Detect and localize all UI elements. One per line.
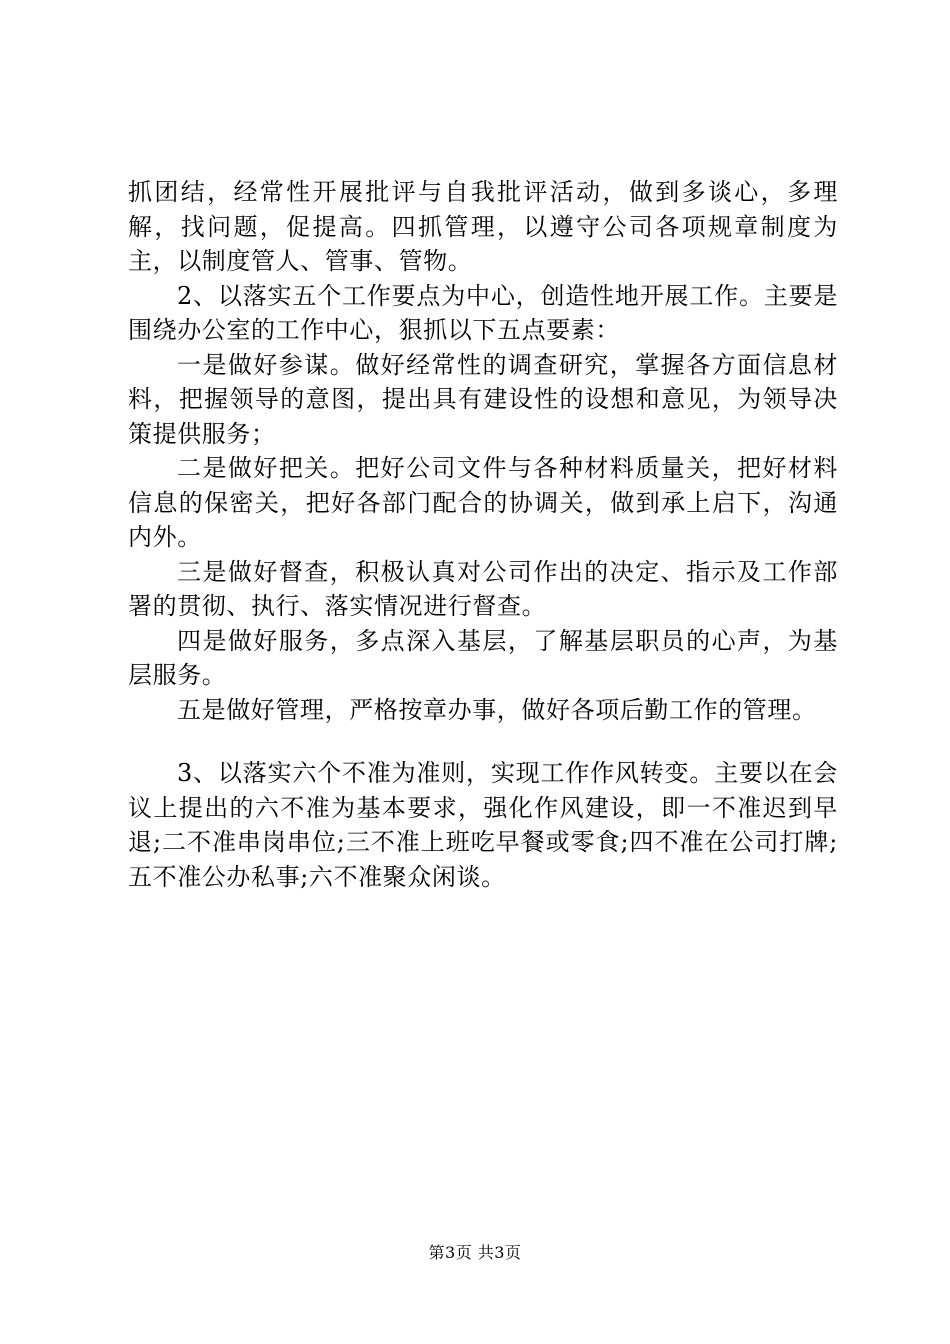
- paragraph-point-4: 四是做好服务，多点深入基层，了解基层职员的心声，为基层服务。: [128, 626, 838, 689]
- page-footer: 第3页 共3页: [428, 1243, 522, 1262]
- paragraph-point-3: 三是做好督查，积极认真对公司作出的决定、指示及工作部署的贯彻、执行、落实情况进行督查。: [128, 557, 838, 620]
- paragraph-continuation: 抓团结，经常性开展批评与自我批评活动，做到多谈心，多理解，找问题，促提高。四抓管理，以遵守公司各项规章制度为主，以制度管人、管事、管物。: [128, 178, 838, 275]
- paragraph-point-1: 一是做好参谋。做好经常性的调查研究，掌握各方面信息材料，把握领导的意图，提出具有建设性的设想和意见，为领导决策提供服务；: [128, 350, 838, 448]
- paragraph-point-5: 五是做好管理，严格按章办事，做好各项后勤工作的管理。: [177, 695, 817, 724]
- document-body: [128, 175, 838, 894]
- paragraph-point-2: 二是做好把关。把好公司文件与各种材料质量关，把好材料信息的保密关，把好各部门配合的协调关，做到承上启下，沟通内外。: [128, 454, 838, 551]
- paragraph-section-2: 2、以落实五个工作要点为中心，创造性地开展工作。主要是围绕办公室的工作中心，狠抓以下五点要素：: [128, 281, 838, 344]
- paragraph-section-3: 3、以落实六个不准为准则，实现工作作风转变。主要以在会议上提出的六不准为基本要求，强化作风建设，即一不准迟到早退;二不准串岗串位;三不准上班吃早餐或零食;四不准在公司打牌;五不准公办私事;六不准聚众闲谈。: [128, 759, 838, 891]
